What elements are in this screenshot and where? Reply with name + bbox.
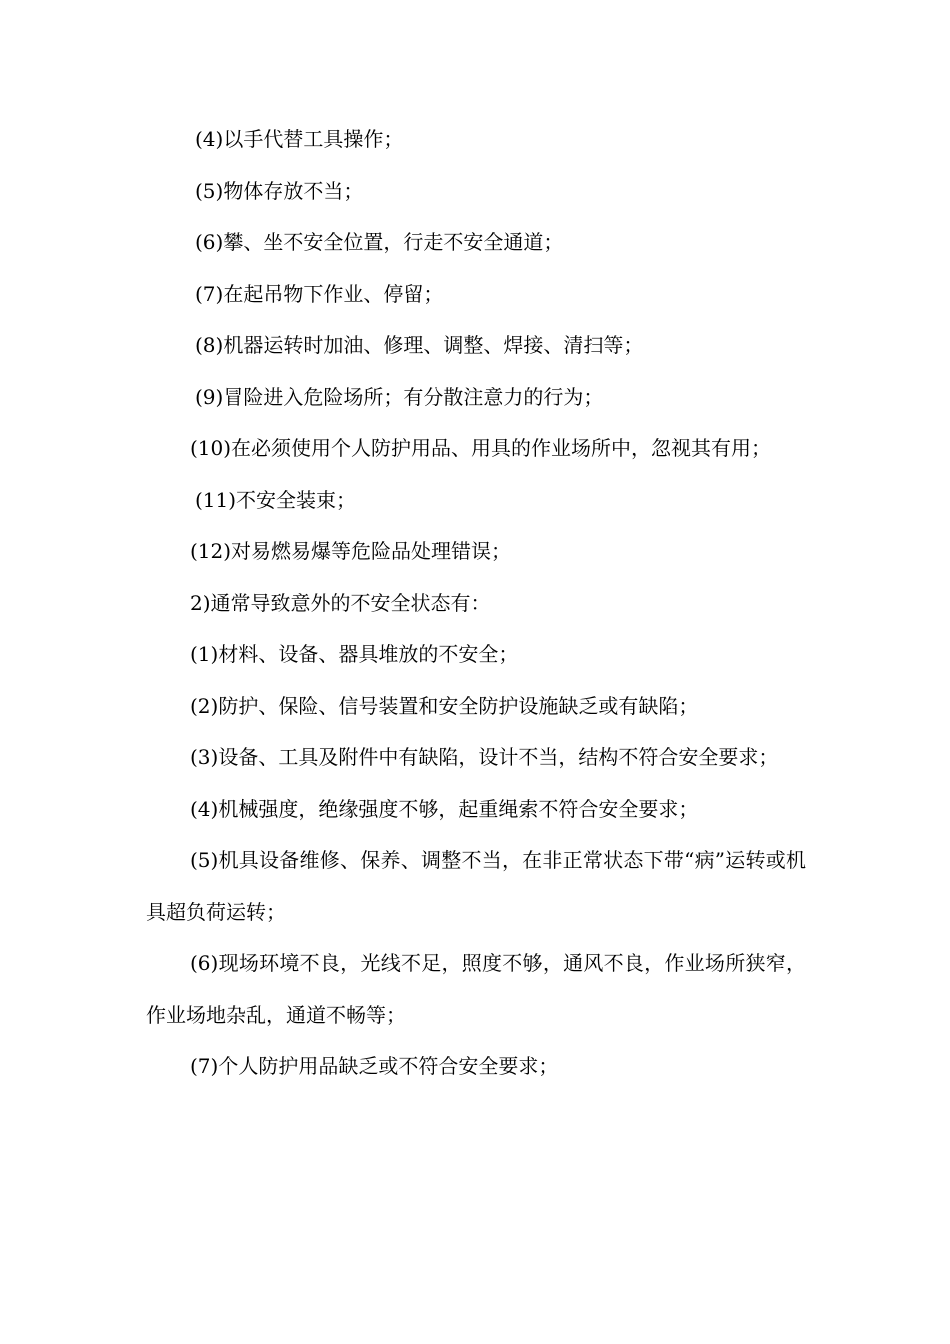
list-item-unsafe-act-9: (9)冒险进入危险场所；有分散注意力的行为；: [195, 384, 604, 409]
list-item-unsafe-state-1: (1)材料、设备、器具堆放的不安全；: [190, 642, 519, 666]
list-item-unsafe-state-7: (7)个人防护用品缺乏或不符合安全要求；: [190, 1054, 559, 1078]
list-item-unsafe-state-4: (4)机械强度，绝缘强度不够，起重绳索不符合安全要求；: [190, 796, 699, 821]
list-item-unsafe-act-12: (12)对易燃易爆等危险品处理错误；: [190, 539, 512, 563]
list-item-unsafe-act-6: (6)攀、坐不安全位置，行走不安全通道；: [195, 230, 564, 254]
section-heading-unsafe-states: 2)通常导致意外的不安全状态有：: [190, 590, 491, 615]
list-item-unsafe-act-10: (10)在必须使用个人防护用品、用具的作业场所中，忽视其有用；: [190, 436, 772, 460]
list-item-unsafe-state-2: (2)防护、保险、信号装置和安全防护设施缺乏或有缺陷；: [190, 693, 699, 718]
list-item-unsafe-act-8: (8)机器运转时加油、修理、调整、焊接、清扫等；: [195, 333, 644, 357]
list-item-unsafe-state-3: (3)设备、工具及附件中有缺陷，设计不当，结构不符合安全要求；: [190, 745, 779, 769]
list-item-unsafe-act-7: (7)在起吊物下作业、停留；: [195, 281, 444, 306]
list-item-unsafe-act-11: (11)不安全装束；: [195, 487, 357, 512]
list-item-unsafe-act-5: (5)物体存放不当；: [195, 178, 364, 203]
list-item-unsafe-state-5: (5)机具设备维修、保养、调整不当，在非正常状态下带“病”运转或机具超负荷运转；: [146, 848, 806, 924]
list-item-unsafe-act-4: (4)以手代替工具操作；: [195, 127, 404, 151]
list-item-unsafe-state-6: (6)现场环境不良，光线不足，照度不够，通风不良，作业场所狭窄，作业场地杂乱，通道不畅等；: [146, 951, 806, 1027]
document-body: [146, 114, 806, 1093]
